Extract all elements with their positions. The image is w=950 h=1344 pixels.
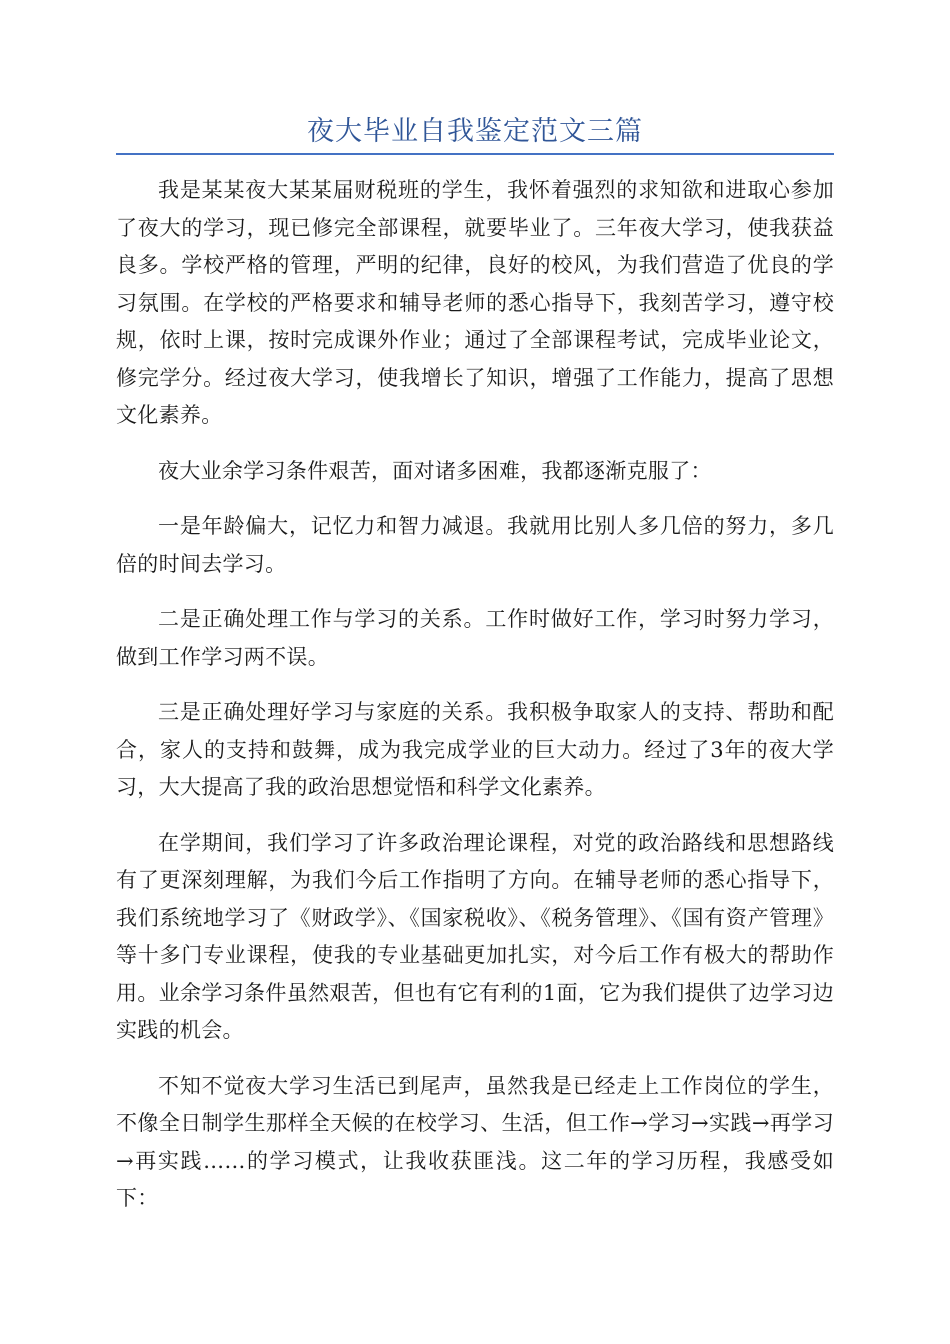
paragraph-intro: 我是某某夜大某某届财税班的学生，我怀着强烈的求知欲和进取心参加了夜大的学习，现已修完全部课程，就要毕业了。三年夜大学习，使我获益良多。学校严格的管理，严明的纪律，良好的校风，为我们营造了优良的学习氛围。在学校的严格要求和辅导老师的悉心指导下，我刻苦学习，遵守校规，依时上课，按时完成课外作业；通过了全部课程考试，完成毕业论文，修完学分。经过夜大学习，使我增长了知识，增强了工作能力，提高了思想文化素养。 xyxy=(116,178,834,427)
paragraph-conclusion: 不知不觉夜大学习生活已到尾声，虽然我是已经走上工作岗位的学生，不像全日制学生那样全天候的在校学习、生活，但工作→学习→实践→再学习→再实践……的学习模式，让我收获匪浅。这二年的学习历程，我感受如下： xyxy=(116,1073,834,1210)
paragraph-difficulties: 夜大业余学习条件艰苦，面对诸多困难，我都逐渐克服了： xyxy=(158,458,712,483)
paragraph-point-one: 一是年龄偏大，记忆力和智力减退。我就用比别人多几倍的努力，多几倍的时间去学习。 xyxy=(116,514,834,576)
paragraph-study-period: 在学期间，我们学习了许多政治理论课程，对党的政治路线和思想路线有了更深刻理解，为我们今后工作指明了方向。在辅导老师的悉心指导下，我们系统地学习了《财政学》、《国家税收》、《税务管理》、《国有资产管理》等十多门专业课程，使我的专业基础更加扎实，对今后工作有极大的帮助作用。业余学习条件虽然艰苦，但也有它有利的1面，它为我们提供了边学习边实践的机会。 xyxy=(116,830,834,1042)
title-underline xyxy=(116,153,834,155)
document-title: 夜大毕业自我鉴定范文三篇 xyxy=(307,116,643,147)
paragraph-point-three: 三是正确处理好学习与家庭的关系。我积极争取家人的支持、帮助和配合，家人的支持和鼓舞，成为我完成学业的巨大动力。经过了3年的夜大学习，大大提高了我的政治思想觉悟和科学文化素养。 xyxy=(116,700,834,799)
document-body xyxy=(116,172,834,1236)
paragraph-point-two: 二是正确处理工作与学习的关系。工作时做好工作，学习时努力学习，做到工作学习两不误。 xyxy=(116,607,834,669)
